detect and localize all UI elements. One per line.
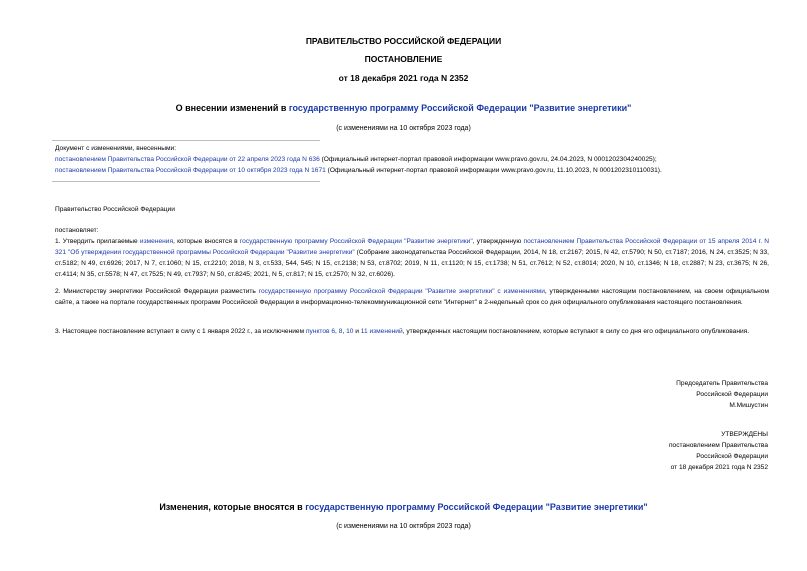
program-link[interactable]: государственную программу Российской Федерации "Развитие энергетики" [239, 238, 473, 245]
amendment-item [55, 154, 755, 165]
amendment-source: (Официальный интернет-портал правовой информации www.pravo.gov.ru, 11.10.2023, N 0001202310110031). [325, 167, 662, 174]
changes-edition-note: (с изменениями на 10 октября 2023 года) [336, 523, 471, 530]
resolution-321-link[interactable]: постановлением Правительства Российской Федерации от 15 апреля 2014 г. N 321 "Об утверждении государственной программы Российской Федерации "Развитие энергетики" [55, 238, 769, 256]
title-prefix: О внесении изменений в [175, 103, 289, 113]
paragraph-3: 3. Настоящее постановление вступает в силу с 1 января 2022 г., за исключением пунктов 6, 8, 10 и 11 изменений, утвержденных настоящим постановлением, которые вступают в силу со дня его официального опубликования. [55, 328, 750, 335]
edition-note: (с изменениями на 10 октября 2023 года) [336, 125, 471, 132]
approved-date: от 18 декабря 2021 года N 2352 [670, 464, 768, 471]
decides-label: постановляет: [55, 227, 99, 234]
approved-label: УТВЕРЖДЕНЫ [721, 431, 768, 438]
doc-type-heading: ПОСТАНОВЛЕНИЕ [364, 54, 443, 64]
title-program-link[interactable]: государственную программу Российской Федерации "Развитие энергетики" [288, 103, 632, 113]
approved-block [560, 429, 768, 473]
signature-org: Российской Федерации [696, 391, 768, 398]
paragraph-1: 1. Утвердить прилагаемые изменения, которые вносятся в государственную программу Российской Федерации "Развитие энергетики", утвержденную постановлением Правительства Российской Федерации от 15 апреля 2014 г. N 321 "Об утверждении государственной программы Российской Федерации "Развитие энергетики" (Собрание законодательства Российской Федерации, 2014, N 18, ст.2167; 2015, N 42, ст.5790; N 50, ст.7187; 2016, N 24, ст.3525; N 33, ст.5182; N 49, ст.6926; 2017, N 7, ст.1060; N 15, ст.2210; 2018, N 3, ст.533, 544, 545; N 15, ст.2138; N 53, ст.8702; 2019, N 11, ст.1120; N 15, ст.1738; N 51, ст.7612; N 52, ст.8014; 2020, N 10, ст.1346; N 18, ст.2887; N 23, ст.3675; N 26, ст.4114; N 35, ст.5578; N 47, ст.7525; N 49, ст.7937; N 50, ст.8245; 2021, N 5, ст.817; N 15, ст.2570; N 32, ст.6026). [55, 238, 769, 278]
document-title [0, 103, 807, 114]
program-with-changes-link[interactable]: государственную программу Российской Федерации "Развитие энергетики" с изменениями [258, 288, 545, 295]
amendment-source: (Официальный интернет-портал правовой информации www.pravo.gov.ru, 24.04.2023, N 0001202304240025); [319, 156, 657, 163]
changes-link[interactable]: изменения [139, 238, 174, 245]
preamble: Правительство Российской Федерации [55, 206, 175, 213]
government-heading: ПРАВИТЕЛЬСТВО РОССИЙСКОЙ ФЕДЕРАЦИИ [305, 36, 502, 46]
date-number: от 18 декабря 2021 года N 2352 [338, 73, 469, 83]
item-10-link[interactable]: 10 [346, 328, 354, 335]
item-11-link[interactable]: 11 изменений [360, 328, 403, 335]
amendment-link-636[interactable]: постановлением Правительства Российской Федерации от 22 апреля 2023 года N 636 [55, 156, 320, 163]
signature-position: Председатель Правительства [676, 380, 768, 387]
changes-program-link[interactable]: государственную программу Российской Федерации "Развитие энергетики" [305, 502, 648, 512]
item-8-link[interactable]: 8 [338, 328, 343, 335]
signature-block [560, 378, 768, 411]
item-6-link[interactable]: пунктов 6 [305, 328, 336, 335]
approved-org: Российской Федерации [696, 453, 768, 460]
approved-by: постановлением Правительства [668, 442, 768, 449]
changes-title: Изменения, которые вносятся в государственную программу Российской Федерации "Развитие энергетики" [159, 502, 648, 512]
amendment-item [55, 165, 755, 176]
amendments-intro: Документ с изменениями, внесенными: [55, 145, 177, 152]
divider-bottom [52, 181, 320, 182]
signature-name: М.Мишустин [729, 402, 768, 409]
amendment-link-1671[interactable]: постановлением Правительства Российской Федерации от 10 октября 2023 года N 1671 [55, 167, 326, 174]
divider-top [52, 140, 320, 141]
paragraph-2: 2. Министерству энергетики Российской Федерации разместить государственную программу Российской Федерации "Развитие энергетики" с изменениями, утвержденными настоящим постановлением, на своем официальном сайте, а также на портале государственных программ Российской Федерации в информационно-телекоммуникационной сети "Интернет" в 2-недельный срок со дня официального опубликования настоящего постановления. [55, 288, 770, 306]
